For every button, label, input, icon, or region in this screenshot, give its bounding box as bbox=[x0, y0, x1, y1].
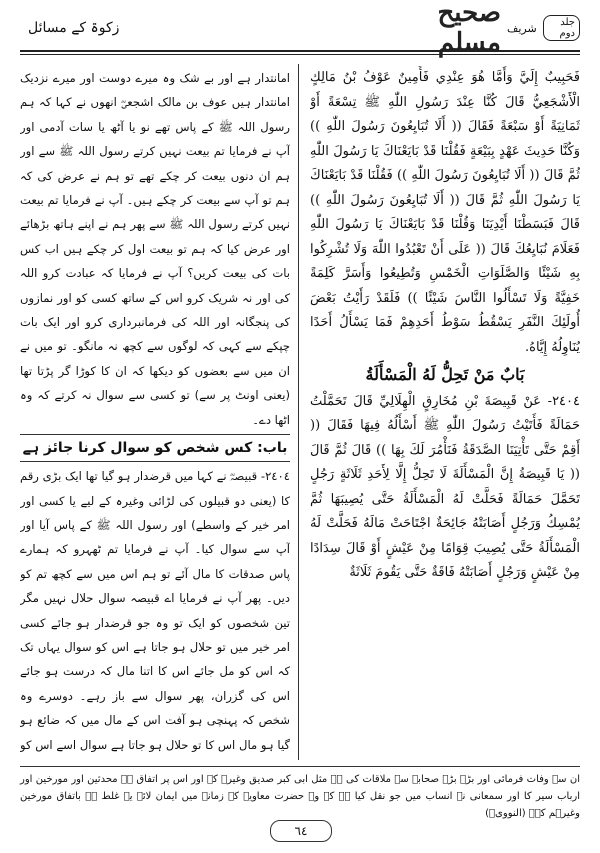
section-title: زکوۃ کے مسائل bbox=[28, 20, 120, 36]
footnote-area bbox=[20, 766, 580, 822]
urdu-translation-2: ٢٤٠٤- قبیصہؓ نے کہا میں قرضدار ہو گیا تھا ایک بڑی رقم کا (یعنی دو قبیلوں کی لڑائی وغیرہ کے لیے یا کسی اور امر خیر کے واسطے) اور رسول اللہ ﷺ کے پاس آیا اور آپ سے سوال کیا۔ آپ نے فرمایا تم ٹھہرو کہ ہمارے پاس صدقات کا مال آئے تو ہم اس میں سے کچھ تم کو دیں۔ پھر آپ نے فرمایا اے قبیصہ سوال حلال نہیں مگر تین شخصوں کو ایک تو وہ جو قرضدار ہو جائے کسی امر خیر میں تو حلال ہو جاتا ہے اس کو سوال یہاں تک کہ اس کو مل جائے اس کا اتنا مال کہ درست ہو جائے اس کی گزران، پھر سوال سے باز رہے۔ دوسرے وہ شخص کہ پہنچی ہو آفت اس کے مال میں کہ ضائع ہو گیا ہو مال اس کا تو حلال ہو جاتا ہے سوال اسے اس کو bbox=[20, 469, 290, 752]
footnote-text: ان سے وفات فرمائی اور بڑے بڑے صحابہ سے ملاقات کی ہے مثل ابی کبر صدیق وغیرہ کے اور اس پر اتفاق ہے محدثین اور مورخین اور ارباب سیر کا اور سمعانی نے انساب میں جو نقل کیا ہے کہ وہ حضرت معاویہ کے زمانہ میں ایمان لائے یہ غلط ہے باتفاق مورخین وغیرہم کے۔ (النوویؒ) bbox=[20, 774, 580, 819]
page-number: ٦٤ bbox=[270, 820, 332, 842]
arabic-chapter-heading: بَابٌ مَنْ تَحِلُّ لَهُ الْمَسْأَلَةُ bbox=[365, 365, 525, 384]
urdu-chapter-heading: باب: کس شخص کو سوال کرنا جائز ہے bbox=[20, 434, 290, 462]
volume-badge: جلد دوم bbox=[543, 15, 580, 41]
column-divider bbox=[298, 64, 299, 760]
urdu-translation-1: امانتدار ہے اور بے شک وہ میرے دوست اور میرے نزدیک امانتدار ہیں عوف بن مالک اشجعیؓ انھوں نے کہا کہ ہم رسول اللہ ﷺ کے پاس تھے نو یا آٹھ یا سات آدمی اور آپ نے فرمایا تم بیعت نہیں کرتے رسول اللہ ﷺ سے اور ہم ان دنوں بیعت کر چکے تھے تو ہم نے عرض کی کہ ہم تو آپ سے بیعت کر چکے ہیں۔ آپ نے فرمایا تم بیعت نہیں کرتے رسول اللہ ﷺ سے پھر ہم نے اپنے ہاتھ بڑھائے اور عرض کیا کہ ہم تو بیعت اول کر چکے ہیں اب کس بات کی بیعت کریں؟ آپ نے فرمایا کہ عبادت کرو اللہ کی اور نہ شریک کرو اس کے ساتھ کسی کو اور نمازوں کی پنجگانہ اور اللہ کی فرمانبرداری کرو اور ایک بات چپکے سے کہی کہ لوگوں سے کچھ نہ مانگو۔ تو میں نے ان میں سے بعضوں کو دیکھا کہ ان کا کوڑا گر پڑتا تھا (یعنی اونٹ پر سے) تو کسی سے سوال نہ کرتے کہ وہ اٹھا دے۔ bbox=[20, 71, 290, 427]
book-title-block bbox=[390, 0, 580, 58]
book-title: صحیح مسلم bbox=[437, 0, 501, 58]
header-rule bbox=[20, 50, 580, 52]
book-subtitle: شریف bbox=[506, 21, 537, 35]
arabic-column bbox=[310, 66, 580, 756]
page-header bbox=[20, 0, 580, 58]
arabic-hadith-text-1: فَحَبِيبٌ إِلَيَّ وَأَمَّا هُوَ عِنْدِي فَأَمِينٌ عَوْفُ بْنُ مَالِكٍ الْأَشْجَعِيُّ قَالَ كُنَّا عِنْدَ رَسُولِ اللّٰهِ ﷺ تِسْعَةً أَوْ ثَمَانِيَةً أَوْ سَبْعَةً فَقَالَ (( أَلَا تُبَايِعُونَ رَسُولَ اللّٰهِ )) وَكُنَّا حَدِيثَ عَهْدٍ بِبَيْعَةٍ فَقُلْنَا قَدْ بَايَعْنَاكَ يَا رَسُولَ اللّٰهِ ثُمَّ قَالَ (( أَلَا تُبَايِعُونَ رَسُولَ اللّٰهِ )) فَقُلْنَا قَدْ بَايَعْنَاكَ يَا رَسُولَ اللّٰهِ ثُمَّ قَالَ (( أَلَا تُبَايِعُونَ رَسُولَ اللّٰهِ )) قَالَ فَبَسَطْنَا أَيْدِيَنَا وَقُلْنَا قَدْ بَايَعْنَاكَ يَا رَسُولَ اللّٰهِ فَعَلَامَ نُبَايِعُكَ قَالَ (( عَلَى أَنْ تَعْبُدُوا اللّٰهَ وَلَا تُشْرِكُوا بِهِ شَيْئًا وَالصَّلَوَاتِ الْخَمْسِ وَتُطِيعُوا وَأَسَرَّ كَلِمَةً خَفِيَّةً وَلَا تَسْأَلُوا النَّاسَ شَيْئًا )) فَلَقَدْ رَأَيْتُ بَعْضَ أُولَئِكَ النَّفَرِ يَسْقُطُ سَوْطُ أَحَدِهِمْ فَمَا يَسْأَلُ أَحَدًا يُنَاوِلُهُ إِيَّاهُ. bbox=[310, 70, 580, 355]
urdu-column bbox=[20, 66, 290, 756]
page bbox=[20, 0, 580, 846]
header-rule-thin bbox=[20, 54, 580, 55]
arabic-hadith-text-2: ٢٤٠٤- عَنْ قَبِيصَةَ بْنِ مُخَارِقٍ الْهِلَالِيِّ قَالَ تَحَمَّلْتُ حَمَالَةً فَأَتَيْتُ رَسُولَ اللّٰهِ ﷺ أَسْأَلُهُ فِيهَا فَقَالَ (( أَقِمْ حَتَّى تَأْتِيَنَا الصَّدَقَةُ فَنَأْمُرَ لَكَ بِهَا )) قَالَ ثُمَّ قَالَ (( يَا قَبِيصَةُ إِنَّ الْمَسْأَلَةَ لَا تَحِلُّ إِلَّا لِأَحَدِ ثَلَاثَةٍ رَجُلٍ تَحَمَّلَ حَمَالَةً فَحَلَّتْ لَهُ الْمَسْأَلَةُ حَتَّى يُصِيبَهَا ثُمَّ يُمْسِكُ وَرَجُلٍ أَصَابَتْهُ جَائِحَةٌ اجْتَاحَتْ مَالَهُ فَحَلَّتْ لَهُ الْمَسْأَلَةُ حَتَّى يُصِيبَ قِوَامًا مِنْ عَيْشٍ أَوْ قَالَ سِدَادًا مِنْ عَيْشٍ وَرَجُلٍ أَصَابَتْهُ فَاقَةٌ حَتَّى يَقُومَ ثَلَاثَةٌ bbox=[310, 393, 580, 580]
